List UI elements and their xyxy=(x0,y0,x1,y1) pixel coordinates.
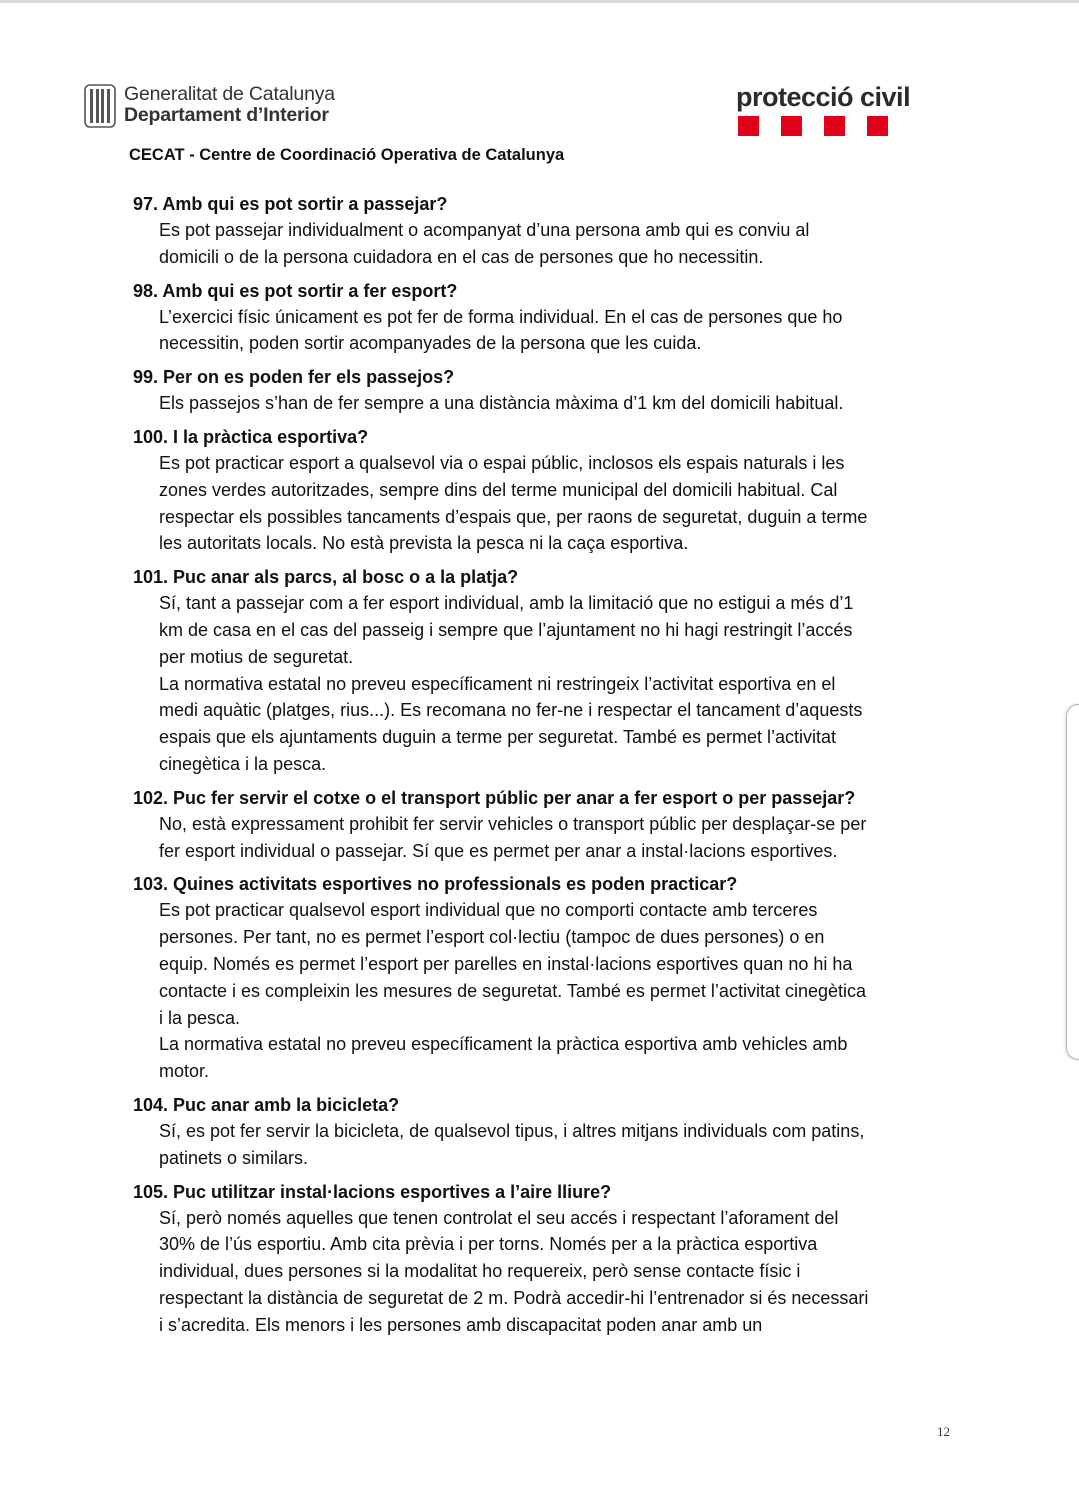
faq-answer-line: respectant la distància de seguretat de 2 m. Podrà accedir-hi l’entrenador si és necessari xyxy=(159,1287,869,1308)
red-square xyxy=(824,116,845,136)
red-square xyxy=(738,116,759,136)
faq-answer-line: fer esport individual o passejar. Sí que es permet per anar a instal·lacions esportives. xyxy=(159,840,838,861)
faq-answer-line: La normativa estatal no preveu específicament la pràctica esportiva amb vehicles amb xyxy=(159,1034,848,1055)
faq-answer-line: km de casa en el cas del passeig i sempre que l’ajuntament no hi hagi restringit l’accés xyxy=(159,619,853,640)
faq-answer-line: espais que els ajuntaments duguin a terme per seguretat. També es permet l’activitat xyxy=(159,727,837,748)
faq-answer-line: domicili o de la persona cuidadora en el cas de persones que ho necessitin. xyxy=(159,246,764,267)
faq-answer-line: patinets o similars. xyxy=(159,1147,309,1168)
faq-answer-line: les autoritats locals. No està prevista la pesca ni la caça esportiva. xyxy=(159,533,689,554)
faq-answer-line: Sí, però només aquelles que tenen controlat el seu accés i respectant l’aforament del xyxy=(159,1207,839,1228)
faq-question: 98. Amb qui es pot sortir a fer esport? xyxy=(133,280,458,301)
faq-question: 103. Quines activitats esportives no professionals es poden practicar? xyxy=(133,874,738,895)
proteccio-civil-title: protecció civil xyxy=(736,82,911,112)
faq-answer-line: Es pot practicar qualsevol esport individual que no comporti contacte amb terceres xyxy=(159,900,818,921)
faq-answer-line: motor. xyxy=(159,1061,210,1082)
faq-answer-line: medi aquàtic (platges, rius...). Es recomana no fer-ne i respectar el tancament d’aquests xyxy=(159,700,863,721)
faq-answer-line: per motius de seguretat. xyxy=(159,646,354,667)
faq-list xyxy=(133,192,953,1347)
faq-question: 99. Per on es poden fer els passejos? xyxy=(133,367,455,388)
faq-question: 101. Puc anar als parcs, al bosc o a la platja? xyxy=(133,567,519,588)
faq-question: 104. Puc anar amb la bicicleta? xyxy=(133,1094,400,1115)
faq-answer-line: La normativa estatal no preveu específicament ni restringeix l’activitat esportiva en el xyxy=(159,673,836,694)
generalitat-name: Generalitat de Catalunya xyxy=(124,83,335,105)
red-square xyxy=(781,116,802,136)
faq-item xyxy=(133,565,953,778)
faq-item xyxy=(133,425,953,557)
faq-item xyxy=(133,279,953,358)
faq-item xyxy=(133,872,953,1085)
faq-answer-line: cinegètica i la pesca. xyxy=(159,753,327,774)
faq-answer-line: Es pot practicar esport a qualsevol via o espai públic, inclosos els espais naturals i les xyxy=(159,452,845,473)
generalitat-emblem-icon xyxy=(84,84,116,128)
faq-answer-line: No, està expressament prohibit fer servir vehicles o transport públic per desplaçar-se per xyxy=(159,813,867,834)
faq-item xyxy=(133,365,953,417)
side-scroll-handle[interactable] xyxy=(1066,704,1079,1060)
proteccio-civil-squares xyxy=(738,116,936,136)
faq-answer-line: zones verdes autoritzades, sempre dins del terme municipal del domicili habitual. Cal xyxy=(159,479,838,500)
faq-item xyxy=(133,1093,953,1172)
page-number: 12 xyxy=(937,1424,950,1439)
department-name: Departament d’Interior xyxy=(124,104,329,126)
faq-answer-line: necessitin, poden sortir acompanyades de la persona que les cuida. xyxy=(159,333,702,354)
faq-answer-line: contacte i es compleixin les mesures de seguretat. També es permet l’activitat cinegètica xyxy=(159,980,867,1001)
faq-question: 105. Puc utilitzar instal·lacions esportives a l’aire lliure? xyxy=(133,1181,612,1202)
faq-answer-line: i s’acredita. Els menors i les persones amb discapacitat poden anar amb un xyxy=(159,1314,763,1335)
proteccio-civil-logo xyxy=(736,82,936,136)
faq-answer-line: Els passejos s’han de fer sempre a una distància màxima d’1 km del domicili habitual. xyxy=(159,393,844,414)
faq-answer-line: L’exercici físic únicament es pot fer de forma individual. En el cas de persones que ho xyxy=(159,306,843,327)
faq-question: 102. Puc fer servir el cotxe o el transport públic per anar a fer esport o per passejar? xyxy=(133,787,856,808)
faq-answer-line: individual, dues persones si la modalitat ho requereix, però sense contacte físic i xyxy=(159,1261,801,1282)
faq-answer-line: i la pesca. xyxy=(159,1007,241,1028)
faq-item xyxy=(133,1180,953,1339)
generalitat-logo xyxy=(84,84,335,128)
top-border xyxy=(0,0,1079,3)
faq-answer-line: respectar els possibles tancaments d’espais que, per raons de seguretat, duguin a terme xyxy=(159,506,868,527)
faq-answer-line: persones. Per tant, no es permet l’esport col·lectiu (tampoc de dues persones) o en xyxy=(159,927,825,948)
faq-answer-line: Sí, tant a passejar com a fer esport individual, amb la limitació que no estigui a més d’1 xyxy=(159,593,854,614)
faq-answer-line: 30% de l’ús esportiu. Amb cita prèvia i per torns. Només per a la pràctica esportiva xyxy=(159,1234,818,1255)
faq-question: 100. I la pràctica esportiva? xyxy=(133,426,369,447)
cecat-heading: CECAT - Centre de Coordinació Operativa de Catalunya xyxy=(129,146,565,164)
faq-item xyxy=(133,786,953,865)
faq-answer-line: Sí, es pot fer servir la bicicleta, de qualsevol tipus, i altres mitjans individuals com patins, xyxy=(159,1120,865,1141)
faq-answer-line: equip. Només es permet l’esport per parelles en instal·lacions esportives quan no hi ha xyxy=(159,953,853,974)
red-square xyxy=(867,116,888,136)
faq-question: 97. Amb qui es pot sortir a passejar? xyxy=(133,194,448,214)
faq-item xyxy=(133,192,953,271)
faq-answer-line: Es pot passejar individualment o acompanyat d’una persona amb qui es conviu al xyxy=(159,220,810,240)
